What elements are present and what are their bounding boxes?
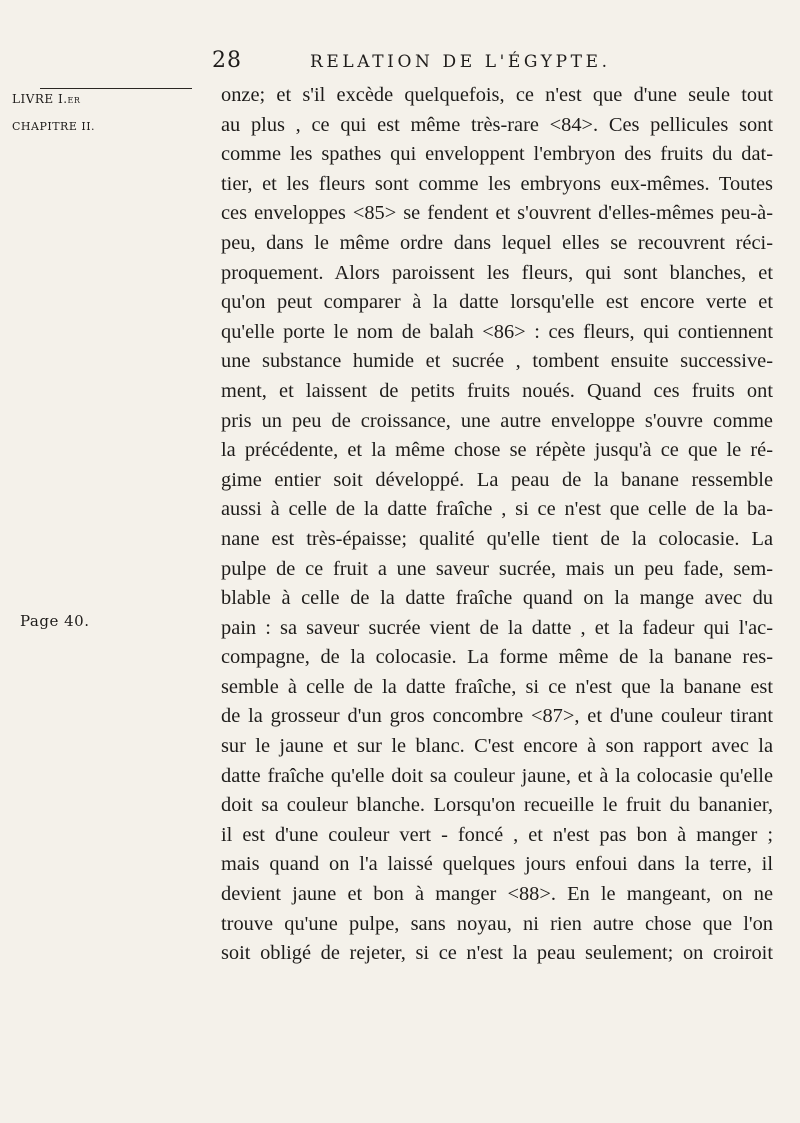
running-title: RELATION DE L'ÉGYPTE.: [310, 52, 611, 72]
text-line-5: ces enveloppes <85> se fendent et s'ouvrent d'elles-mêmes peu-à-: [221, 202, 773, 225]
text-line-23: sur le jaune et sur le blanc. C'est encore à son rapport avec la: [221, 735, 773, 758]
text-line-19: pain : sa saveur sucrée vient de la datte , et la fadeur qui l'ac-: [221, 616, 773, 639]
text-line-1: onze; et s'il excède quelquefois, ce n'est que d'une seule tout: [221, 84, 773, 106]
text-line-16: nane est très-épaisse; qualité qu'elle tient de la colocasie. La: [221, 527, 773, 550]
text-line-27: mais quand on l'a laissé quelques jours enfoui dans la terre, il: [221, 853, 773, 876]
text-line-26: il est d'une couleur vert - foncé , et n'est pas bon à manger ;: [221, 823, 773, 846]
text-line-10: une substance humide et sucrée , tombent ensuite successive-: [221, 350, 773, 373]
text-line-21: semble à celle de la datte fraîche, si ce n'est que la banane est: [221, 675, 773, 698]
margin-chapter: CHAPITRE II.: [12, 120, 96, 133]
page-number: 28: [212, 48, 242, 73]
margin-book: LIVRE I.er: [12, 92, 81, 106]
text-line-2: au plus , ce qui est même très-rare <84>. Ces pellicules sont: [221, 113, 773, 136]
text-line-24: datte fraîche qu'elle doit sa couleur jaune, et à la colocasie qu'elle: [221, 764, 773, 787]
text-line-28: devient jaune et bon à manger <88>. En le mangeant, on ne: [221, 883, 773, 906]
text-line-6: peu, dans le même ordre dans lequel elles se recouvrent réci-: [221, 231, 773, 254]
text-line-11: ment, et laissent de petits fruits noués. Quand ces fruits ont: [221, 379, 773, 402]
text-line-20: compagne, de la colocasie. La forme même de la banane res-: [221, 646, 773, 669]
page-header: [212, 48, 772, 78]
text-line-17: pulpe de ce fruit a une saveur sucrée, mais un peu fade, sem-: [221, 557, 773, 580]
text-line-12: pris un peu de croissance, une autre enveloppe s'ouvre comme: [221, 409, 773, 432]
text-line-30: soit obligé de rejeter, si ce n'est la peau seulement; on croiroit: [221, 942, 773, 965]
text-line-18: blable à celle de la datte fraîche quand on la mange avec du: [221, 587, 773, 610]
text-line-15: aussi à celle de la datte fraîche , si ce n'est que celle de la ba-: [221, 498, 773, 521]
margin-page-ref: Page 40.: [20, 612, 90, 630]
margin-rule: [40, 88, 192, 89]
text-line-29: trouve qu'une pulpe, sans noyau, ni rien autre chose que l'on: [221, 912, 773, 935]
text-line-14: gime entier soit développé. La peau de la banane ressemble: [221, 468, 773, 491]
text-line-13: la précédente, et la même chose se répète jusqu'à ce que le ré-: [221, 439, 773, 462]
body-text: [221, 81, 773, 969]
text-line-3: comme les spathes qui enveloppent l'embryon des fruits du dat-: [221, 143, 773, 166]
text-line-8: qu'on peut comparer à la datte lorsqu'elle est encore verte et: [221, 291, 773, 314]
text-line-7: proquement. Alors paroissent les fleurs, qui sont blanches, et: [221, 261, 773, 284]
text-line-25: doit sa couleur blanche. Lorsqu'on recueille le fruit du bananier,: [221, 794, 773, 817]
text-line-22: de la grosseur d'un gros concombre <87>, et d'une couleur tirant: [221, 705, 773, 728]
text-line-4: tier, et les fleurs sont comme les embryons eux-mêmes. Toutes: [221, 172, 773, 195]
text-line-9: qu'elle porte le nom de balah <86> : ces fleurs, qui contiennent: [221, 320, 773, 343]
